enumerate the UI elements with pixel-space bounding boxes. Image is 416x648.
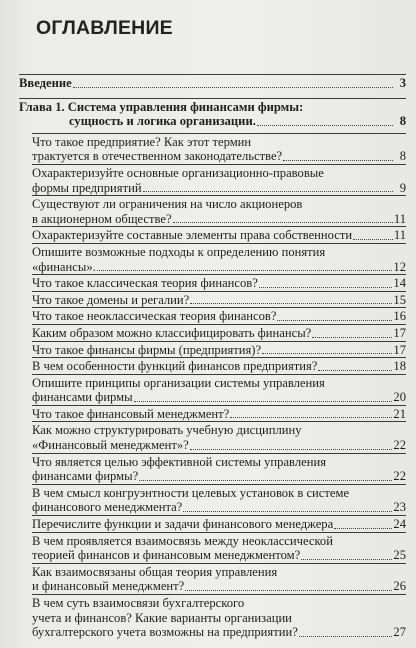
table-of-contents (19, 74, 406, 640)
page-number: 24 (393, 517, 406, 532)
toc-entry-line (32, 625, 406, 640)
toc-entry-line (32, 407, 406, 422)
toc-entry-text: Охарактеризуйте составные элементы права собственности (32, 228, 353, 243)
page-number: 17 (393, 325, 406, 340)
toc-entry-text: Как можно структурировать учебную дисциплину (32, 423, 302, 438)
toc-entry-text: «Финансовый менеджмент»? (32, 438, 189, 453)
toc-entries (19, 133, 406, 640)
dot-leader (262, 353, 392, 354)
page-number: 3 (399, 76, 406, 90)
divider (32, 133, 406, 134)
toc-entry-line (32, 326, 406, 341)
toc-entry-chapter (19, 100, 406, 129)
toc-entry-text: и финансовый менеджмент? (32, 579, 185, 594)
toc-entry-text: в акционерном обществе? (32, 211, 172, 226)
dot-leader (277, 320, 392, 321)
toc-entry-line (32, 438, 406, 453)
toc-entry-text: Что такое классическая теория финансов? (32, 276, 258, 291)
divider (32, 307, 406, 308)
dot-leader (97, 270, 393, 271)
page-number: 20 (393, 390, 406, 405)
toc-entry (19, 455, 406, 484)
toc-entry-line (32, 423, 406, 438)
divider (32, 243, 406, 244)
dot-leader (173, 222, 393, 223)
divider (32, 357, 406, 358)
toc-entry (19, 486, 406, 515)
toc-entry (19, 276, 406, 291)
divider (32, 164, 406, 165)
toc-entry-text: Как взаимосвязаны общая теория управления (32, 564, 278, 579)
divider (32, 274, 406, 275)
toc-entry-text: Введение (19, 76, 72, 90)
page-number: 18 (393, 359, 406, 374)
toc-entry-text: Существуют ли ограничения на число акционеров (32, 197, 303, 212)
toc-entry-text: Что является целью эффективной системы управления (32, 454, 326, 469)
toc-entry (19, 309, 406, 324)
dot-leader (312, 337, 392, 338)
toc-entry-line (19, 114, 406, 129)
toc-entry-line (19, 76, 406, 91)
dot-leader (185, 590, 392, 591)
page-number: 14 (393, 276, 406, 291)
dot-leader (299, 636, 393, 637)
toc-heading: ОГЛАВЛЕНИЕ (36, 17, 173, 39)
divider (32, 484, 406, 485)
toc-entry-text: В чем суть взаимосвязи бухгалтерского (32, 596, 245, 610)
page-number: 16 (393, 309, 406, 324)
toc-entry-text: Опишите возможные подходы к определению понятия (32, 244, 326, 259)
toc-entry (19, 359, 406, 374)
dot-leader (334, 528, 392, 529)
divider (32, 341, 406, 342)
toc-entry-line (32, 293, 406, 308)
toc-entry (19, 376, 406, 405)
page-number: 8 (399, 149, 406, 164)
toc-entry (19, 228, 406, 243)
toc-entry-line (32, 212, 406, 227)
toc-entry-line (32, 359, 406, 374)
toc-entry-text: Что такое предприятие? Как этот термин (32, 134, 252, 149)
page-number: 23 (393, 500, 406, 515)
toc-entry-line (32, 376, 406, 391)
toc-entry-text: В чем особенности функций финансов предприятия? (32, 359, 318, 374)
toc-entry-text: учета и финансов? Какие варианты организации (32, 610, 292, 625)
toc-entry-text: финансами фирмы (32, 390, 133, 405)
page-number: 22 (393, 469, 406, 484)
toc-entry-line (32, 565, 406, 580)
toc-entry-text: Что такое финансы фирмы (предприятия)? (32, 342, 262, 357)
toc-entry-line (32, 276, 406, 291)
toc-entry-line (32, 500, 406, 515)
toc-entry-text: Что такое неоклассическая теория финансов? (32, 309, 277, 324)
toc-entry-line (32, 534, 406, 549)
divider (32, 324, 406, 325)
toc-entry-line (32, 486, 406, 501)
divider (32, 453, 406, 454)
toc-entry-text: «финансы». (32, 259, 96, 274)
toc-entry-line (32, 135, 406, 150)
divider (32, 563, 406, 564)
toc-entry-line (32, 149, 406, 164)
divider (32, 374, 406, 375)
dot-leader (353, 239, 393, 240)
dot-leader (283, 160, 393, 161)
toc-entry (19, 423, 406, 452)
toc-entry (19, 197, 406, 226)
toc-entry-intro (19, 76, 406, 91)
page-number: 11 (393, 211, 406, 226)
toc-entry (19, 517, 406, 532)
toc-entry-line (32, 611, 406, 626)
page-number: 26 (393, 579, 406, 594)
toc-entry-line (32, 343, 406, 358)
toc-entry-text: Что такое домены и регалии? (32, 292, 190, 307)
page-number: 15 (393, 292, 406, 307)
dot-leader (139, 480, 392, 481)
dot-leader (73, 87, 393, 88)
page-number: 11 (393, 228, 406, 243)
toc-entry-line (32, 390, 406, 405)
divider (32, 291, 406, 292)
dot-leader (190, 303, 392, 304)
dot-leader (301, 559, 392, 560)
page-number: 25 (393, 548, 406, 563)
toc-entry-line (32, 469, 406, 484)
toc-entry (19, 135, 406, 164)
page-number: 17 (393, 342, 406, 357)
toc-entry (19, 596, 406, 640)
toc-entry-text: теорией финансов и финансовым менеджментом? (32, 548, 301, 563)
divider (19, 74, 406, 75)
toc-entry-text: Опишите принципы организации системы управления (32, 375, 325, 390)
divider (32, 195, 406, 196)
toc-entry (19, 565, 406, 594)
toc-entry-text: формы предприятий (32, 180, 142, 195)
toc-entry-line (32, 181, 406, 196)
toc-entry-line (32, 245, 406, 260)
toc-entry-text: Глава 1. Система управления финансами фирмы: (19, 99, 304, 114)
toc-entry-text: сущность и логика организации. (69, 114, 256, 129)
toc-entry-line (32, 579, 406, 594)
divider (19, 98, 406, 99)
divider (32, 515, 406, 516)
toc-entry-line (32, 260, 406, 275)
page-number: 12 (393, 259, 406, 274)
page-number: 9 (399, 180, 406, 195)
toc-entry-text: бухгалтерского учета возможны на предприятии? (32, 625, 298, 640)
toc-entry-text: трактуется в отечественном законодательстве? (32, 149, 283, 164)
toc-entry-text: Охарактеризуйте основные организационно-правовые (32, 165, 324, 180)
toc-entry (19, 343, 406, 358)
toc-entry-line (32, 228, 406, 243)
toc-entry-text: В чем смысл конгруэнтности целевых установок в системе (32, 485, 350, 500)
divider (32, 421, 406, 422)
divider (32, 532, 406, 533)
dot-leader (230, 417, 392, 418)
toc-entry (19, 534, 406, 563)
toc-entry-line (32, 455, 406, 470)
page-number: 8 (399, 114, 406, 129)
divider (32, 594, 406, 595)
dot-leader (134, 401, 393, 402)
toc-entry (19, 166, 406, 195)
toc-entry-text: финансового менеджмента? (32, 500, 183, 515)
toc-entry-line (32, 548, 406, 563)
toc-entry (19, 293, 406, 308)
dot-leader (143, 191, 393, 192)
toc-entry-line (19, 100, 406, 115)
dot-leader (190, 449, 393, 450)
divider (32, 226, 406, 227)
dot-leader (259, 287, 393, 288)
toc-entry (19, 407, 406, 422)
toc-entry-line (32, 309, 406, 324)
toc-entry (19, 326, 406, 341)
toc-entry (19, 245, 406, 274)
toc-entry-text: Перечислите функции и задачи финансового менеджера (32, 517, 334, 532)
page-number: 27 (393, 625, 406, 640)
page-number: 22 (393, 438, 406, 453)
toc-entry-text: финансами фирмы? (32, 469, 139, 484)
toc-entry-line (32, 166, 406, 181)
toc-entry-line (32, 596, 406, 611)
toc-entry-text: Каким образом можно классифицировать финансы? (32, 325, 312, 340)
dot-leader (183, 511, 392, 512)
toc-entry-text: В чем проявляется взаимосвязь между неоклассической (32, 533, 333, 548)
divider (32, 405, 406, 406)
dot-leader (318, 370, 392, 371)
toc-entry-line (32, 517, 406, 532)
page-number: 21 (393, 406, 406, 421)
dot-leader (257, 125, 393, 126)
toc-entry-line (32, 197, 406, 212)
toc-entry-text: Что такое финансовый менеджмент? (32, 406, 230, 421)
